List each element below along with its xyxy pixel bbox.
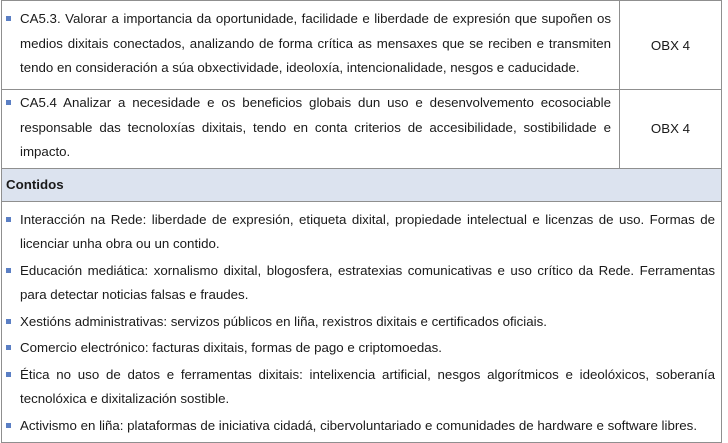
curriculum-table xyxy=(1,0,722,443)
list-item xyxy=(6,363,715,412)
bullet-icon xyxy=(6,208,20,222)
contidos-list xyxy=(2,201,722,443)
curriculum-table-wrapper xyxy=(1,0,722,443)
list-item xyxy=(6,310,715,335)
criterion-row xyxy=(2,90,722,169)
list-item-text: Comercio electrónico: facturas dixitais, formas de pago e criptomoedas. xyxy=(20,340,443,355)
list-item xyxy=(6,336,715,361)
contidos-title: Contidos xyxy=(2,168,722,201)
list-item xyxy=(6,414,715,439)
bullet-icon xyxy=(6,363,20,377)
bullet-icon xyxy=(6,7,20,21)
bullet-icon xyxy=(6,259,20,273)
criterion-cell xyxy=(2,1,620,90)
criterion-row xyxy=(2,1,722,90)
list-item-text: Educación mediática: xornalismo dixital, blogosfera, estratexias comunicativas e uso crítico da Rede. Ferramentas para detectar noticias falsas e fraudes. xyxy=(20,262,715,302)
list-item-text: Xestións administrativas: servizos públicos en liña, rexistros dixitais e certificados oficiais. xyxy=(20,313,547,329)
bullet-icon xyxy=(6,310,20,324)
contidos-body-row xyxy=(2,201,722,443)
list-item-text: Ética no uso de datos e ferramentas dixitais: intelixencia artificial, nesgos algorítmicos e ideolóxicos, soberanía tecnolóxica e dixitalización sostible. xyxy=(20,366,715,406)
list-item xyxy=(6,259,715,308)
contidos-header-row xyxy=(2,168,722,201)
criterion-text: CA5.3. Valorar a importancia da oportunidade, facilidade e liberdade de expresión que supoñen os medios dixitais conectados, analizando de forma crítica as mensaxes que se reciben e transmiten tendo en consideración a súa obxectividade, ideoloxía, intencionalidade, nesgos e caducidade. xyxy=(20,11,611,76)
bullet-icon xyxy=(6,91,20,105)
objective-code: OBX 4 xyxy=(620,1,722,90)
list-item-text: Interacción na Rede: liberdade de expresión, etiqueta dixital, propiedade intelectual e licenzas de uso. Formas de licenciar unha obra ou un contido. xyxy=(20,211,715,251)
objective-code: OBX 4 xyxy=(620,90,722,169)
criterion-text: CA5.4 Analizar a necesidade e os beneficios globais dun uso e desenvolvemento ecosociable responsable das tecnoloxías dixitais, tendo en conta criterios de accesibilidade, sostibilidade e impacto. xyxy=(20,95,611,159)
bullet-icon xyxy=(6,336,20,350)
criterion-cell xyxy=(2,90,620,169)
bullet-icon xyxy=(6,414,20,428)
list-item xyxy=(6,208,715,257)
list-item-text: Activismo en liña: plataformas de iniciativa cidadá, cibervoluntariado e comunidades de hardware e software libres. xyxy=(20,417,698,433)
